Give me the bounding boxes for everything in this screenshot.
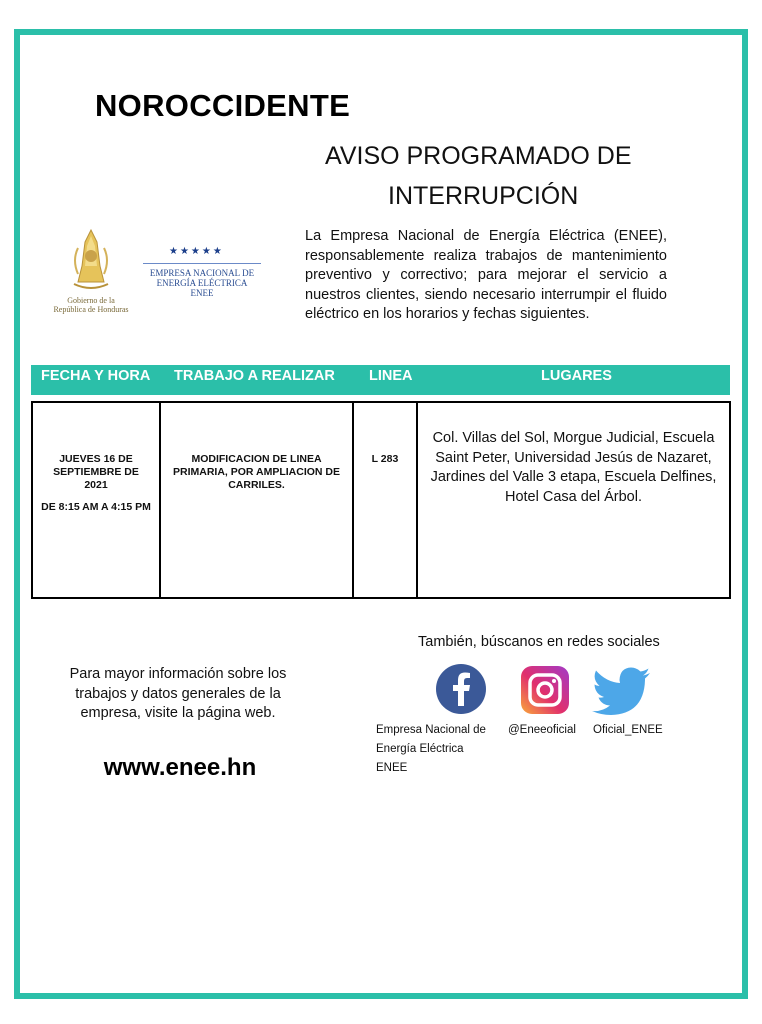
cell-lugares (418, 403, 729, 597)
table-header (31, 365, 730, 395)
cell-line: L 283 (371, 453, 399, 465)
intro-paragraph: La Empresa Nacional de Energía Eléctrica (ENEE), responsablemente realiza trabajos de mantenimiento preventivo y correctivo; para mejorar el servicio a nuestros clientes, siendo necesario interrumpir el fluido eléctrico en los horarios y fechas siguientes. (305, 228, 667, 322)
twitter-label: Oficial_ENEE (593, 724, 663, 736)
coat-of-arms-icon (48, 226, 134, 296)
twitter-icon[interactable] (592, 667, 652, 715)
facebook-label-line3: ENEE (376, 762, 408, 774)
facebook-label-line2: Energía Eléctrica (376, 743, 464, 755)
cell-date: JUEVES 16 DE SEPTIEMBRE DE 2021 (53, 453, 139, 491)
cell-fecha-hora (33, 403, 161, 597)
facebook-icon[interactable] (436, 664, 486, 714)
table-row (31, 401, 731, 599)
enee-logo (141, 244, 263, 314)
cell-work: MODIFICACION DE LINEA PRIMARIA, POR AMPLIACION DE CARRILES. (172, 453, 341, 491)
cell-linea (354, 403, 418, 597)
enee-logo-line3: ENEE (190, 288, 214, 298)
gobierno-caption-2: República de Honduras (53, 305, 129, 314)
enee-logo-divider (143, 263, 261, 264)
enee-stars-icon: ★★★★★ (169, 246, 224, 257)
enee-logo-line1: EMPRESA NACIONAL DE (149, 268, 255, 278)
header-lugares: LUGARES (541, 368, 612, 384)
cell-time: DE 8:15 AM A 4:15 PM (41, 501, 151, 513)
social-title: También, búscanos en redes sociales (418, 634, 660, 650)
notice-title-line1: AVISO PROGRAMADO DE (325, 142, 632, 170)
gobierno-caption-1: Gobierno de la (67, 296, 115, 305)
cell-trabajo (161, 403, 354, 597)
facebook-label (376, 721, 486, 778)
header-fecha-hora: FECHA Y HORA (41, 368, 151, 384)
more-info-text: Para mayor información sobre los trabajos y datos generales de la empresa, visite la página web. (69, 666, 287, 721)
facebook-label-line1: Empresa Nacional de (376, 724, 486, 736)
region-title: NOROCCIDENTE (95, 88, 351, 123)
instagram-icon[interactable] (521, 666, 569, 714)
gobierno-honduras-logo (48, 226, 134, 322)
header-linea: LINEA (369, 368, 413, 384)
website-link[interactable]: www.enee.hn (103, 754, 257, 781)
enee-logo-line2: ENERGÍA ELÉCTRICA (156, 278, 248, 288)
header-trabajo: TRABAJO A REALIZAR (174, 368, 335, 384)
notice-title-line2: INTERRUPCIÓN (388, 182, 579, 210)
cell-places: Col. Villas del Sol, Morgue Judicial, Escuela Saint Peter, Universidad Jesús de Nazaret, Jardines del Valle 3 etapa, Escuela Delfines, Hotel Casa del Árbol. (430, 430, 717, 505)
instagram-label: @Eneeoficial (508, 724, 576, 736)
